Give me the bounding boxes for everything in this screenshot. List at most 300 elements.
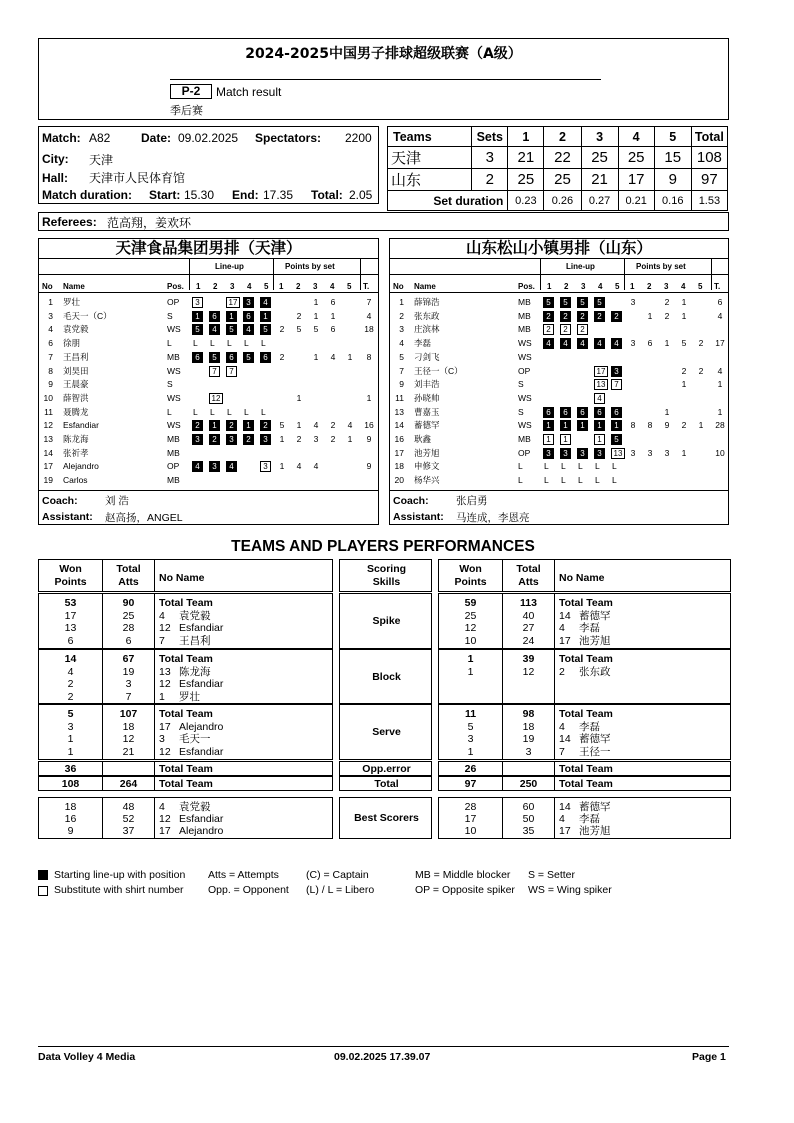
player-row: [390, 310, 728, 324]
perf-best-skill: [339, 797, 432, 839]
legend: [38, 869, 738, 903]
set-points: 3: [630, 297, 636, 307]
player-position: WS: [167, 324, 181, 335]
won-points: 16: [64, 813, 77, 825]
set-points: [662, 460, 672, 474]
starting-position: 5: [560, 297, 571, 308]
player-row: [390, 392, 728, 406]
libero-mark: L: [227, 338, 232, 349]
player-name: 王径一（C）: [414, 365, 463, 376]
set-points: [345, 447, 355, 461]
col-total: T.: [714, 282, 721, 291]
set-points: [679, 351, 689, 365]
total-team-label: Total Team: [559, 708, 613, 720]
total-points: 4: [717, 365, 723, 376]
skill-name: Opp.error: [362, 763, 411, 775]
footer-timestamp: 09.02.2025 17.39.07: [334, 1051, 431, 1063]
player-name: 毛天一: [179, 733, 211, 746]
set-points: [328, 447, 338, 461]
set-points: [311, 447, 321, 461]
set-duration-row: [388, 191, 728, 211]
player-number: 18: [394, 461, 404, 472]
team-panel-away: [389, 238, 729, 525]
set-points: 1: [330, 310, 336, 321]
starting-position: 5: [243, 352, 254, 363]
starting-position: 6: [560, 407, 571, 418]
substitute-number: 7: [611, 379, 622, 390]
won-points: 17: [464, 813, 477, 825]
set-points: 3: [664, 447, 670, 458]
set5-header: 5: [654, 127, 691, 147]
lineup-label: Line-up: [215, 262, 244, 271]
set-points: [294, 406, 304, 420]
total-team-label: Total Team: [159, 653, 213, 665]
set-score: 25: [544, 169, 581, 191]
player-number: 9: [48, 379, 53, 390]
player-row: [390, 460, 728, 474]
set-points: 1: [347, 434, 353, 444]
divider: [624, 258, 625, 290]
substitute-number: 7: [226, 366, 237, 377]
total-atts: 250: [519, 778, 538, 790]
no-name-header: No Name: [559, 572, 605, 584]
set-duration: 0.21: [618, 191, 654, 211]
set-points: [696, 433, 706, 447]
player-number: 17: [159, 720, 171, 733]
won-points: 11: [464, 708, 477, 720]
col-set: 3: [581, 282, 586, 291]
player-position: WS: [167, 392, 181, 403]
perf-total-l: [38, 776, 333, 791]
player-name: 毛天一（C）: [63, 310, 112, 321]
libero-mark: L: [561, 461, 566, 472]
player-name: 蓄德罕: [579, 801, 611, 813]
set-points: 9: [664, 420, 670, 431]
substitute-number: 7: [209, 366, 220, 377]
player-position: OP: [518, 447, 531, 458]
player-number: 7: [559, 746, 565, 759]
won-points: 5: [467, 720, 474, 733]
player-name: 王晨豪: [63, 379, 89, 390]
total-points: 1: [717, 406, 723, 417]
won-points: 2: [67, 691, 74, 704]
libero-mark: L: [544, 475, 549, 486]
set-points: 1: [681, 379, 687, 390]
set-points: [645, 460, 655, 474]
set-points: [696, 351, 706, 365]
player-name: Alejandro: [63, 461, 99, 472]
match-date: 09.02.2025: [178, 131, 239, 145]
col-name: Name: [63, 282, 85, 291]
starting-position: 2: [611, 311, 622, 322]
total-points: [361, 337, 377, 351]
set-points: [277, 337, 287, 351]
perf-group-r: [438, 704, 731, 760]
total-points: 16: [364, 420, 374, 431]
set-points: [696, 323, 706, 337]
points-by-set-label: Points by set: [636, 262, 686, 271]
perf-group-l: [38, 649, 333, 704]
substitute-number: 3: [192, 297, 203, 308]
divider: [154, 798, 155, 838]
libero-mark: L: [578, 461, 583, 472]
set-points: [628, 365, 638, 379]
set-points: [628, 323, 638, 337]
libero-mark: L: [210, 338, 215, 349]
set-points: [345, 474, 355, 488]
player-position: MB: [518, 434, 531, 444]
player-name: 李磊: [579, 622, 600, 635]
set-points: 3: [647, 447, 653, 458]
assistant-label: Assistant:: [42, 511, 93, 523]
player-row: [39, 365, 378, 379]
starting-position: 2: [594, 311, 605, 322]
set-points: 2: [664, 297, 670, 307]
coach-name: 刘 浩: [105, 495, 129, 507]
team-panel-home: [38, 238, 379, 525]
set-score: 25: [618, 147, 654, 169]
won-points: 97: [464, 778, 477, 790]
player-number: 1: [48, 297, 53, 307]
total-atts: 113: [520, 597, 537, 609]
set-points: [696, 474, 706, 488]
player-name: 耿鑫: [414, 434, 432, 444]
player-row: [39, 460, 378, 474]
starting-position: 2: [543, 311, 554, 322]
set-points: 2: [279, 351, 285, 362]
legend-atts: Atts = Attempts: [208, 869, 279, 881]
total-points: 6: [717, 297, 723, 307]
won-points: 28: [464, 801, 477, 813]
starting-position: 1: [577, 420, 588, 431]
set-points: [328, 378, 338, 392]
assistant-names: 马连成，李恩亮: [456, 512, 530, 524]
col-set: 1: [547, 282, 552, 291]
player-name: 罗壮: [63, 297, 81, 307]
won-points: 5: [67, 708, 74, 720]
total-atts: 48: [122, 801, 135, 813]
player-name: Esfandiar: [179, 746, 224, 759]
starting-position: 2: [243, 434, 254, 445]
won-points: 25: [464, 609, 477, 622]
libero-mark: L: [595, 475, 600, 486]
points-by-set-label: Points by set: [285, 262, 335, 271]
divider: [154, 705, 155, 759]
won-points: 1: [467, 653, 474, 665]
set-points: 1: [347, 351, 353, 362]
col-name: Name: [414, 282, 436, 291]
player-name: 王径一: [579, 746, 611, 759]
set-points: 6: [647, 338, 653, 349]
player-position: WS: [518, 420, 532, 431]
set-points: [645, 351, 655, 365]
player-name: 庄滨林: [414, 324, 440, 335]
starting-position: 3: [560, 448, 571, 459]
legend-s: S = Setter: [528, 869, 575, 881]
set-points: [696, 310, 706, 324]
legend-libero: (L) / L = Libero: [306, 884, 375, 896]
libero-mark: L: [612, 475, 617, 486]
player-name: 蓄德罕: [579, 733, 611, 746]
won-points: 1: [467, 665, 474, 678]
player-name: Alejandro: [179, 720, 224, 733]
starting-position: 2: [226, 420, 237, 431]
assistant-names: 赵高扬，ANGEL: [105, 512, 183, 524]
perf-group-r: [438, 649, 731, 704]
perf-opp-r: [438, 761, 731, 776]
player-row: [390, 447, 728, 461]
total-atts: 35: [522, 825, 535, 837]
player-number: 13: [394, 406, 404, 417]
player-name: 陈龙海: [179, 665, 211, 678]
starting-position: 6: [611, 407, 622, 418]
set-points: [294, 474, 304, 488]
date-label: Date:: [141, 131, 172, 145]
player-name: Esfandiar: [179, 678, 224, 691]
divider: [39, 258, 378, 259]
set-points: 2: [681, 420, 687, 431]
player-position: L: [518, 461, 523, 472]
col-total: T.: [363, 282, 370, 291]
total-team-label: Total Team: [159, 763, 213, 775]
player-position: MB: [518, 297, 531, 307]
libero-mark: L: [578, 475, 583, 486]
set-points: [277, 392, 287, 406]
substitute-number: 1: [560, 434, 571, 445]
total-points: 17: [715, 338, 725, 349]
substitute-number: 2: [543, 324, 554, 335]
player-row: [39, 392, 378, 406]
duration-label: Match duration:: [42, 188, 132, 202]
player-row: [390, 351, 728, 365]
player-number: 8: [48, 365, 53, 376]
player-name: 李磊: [414, 338, 432, 349]
perf-header-l: [38, 559, 333, 592]
set-points: [294, 351, 304, 365]
player-number: 17: [394, 447, 404, 458]
set-points: [328, 365, 338, 379]
divider: [273, 258, 274, 290]
perf-best-l: [38, 797, 333, 839]
divider: [154, 762, 155, 775]
match-label: Match:: [42, 131, 81, 145]
total-atts: 27: [522, 622, 535, 635]
perf-total-skill: [339, 776, 432, 791]
starting-position: 3: [260, 434, 271, 445]
set-points: [328, 474, 338, 488]
set-points: [294, 337, 304, 351]
total-atts: 7: [125, 691, 132, 704]
player-row: [39, 419, 378, 433]
player-row: [39, 447, 378, 461]
set-duration-label: Set duration: [388, 191, 508, 211]
divider: [390, 292, 728, 293]
set-points: [311, 392, 321, 406]
set-points: 4: [330, 351, 336, 362]
player-name: 陈龙海: [63, 434, 89, 444]
set-points: [679, 460, 689, 474]
total-atts-header: Total Atts: [116, 563, 141, 588]
score-row-away: [388, 169, 728, 191]
legend-start: Starting line-up with position: [54, 869, 186, 881]
total-points: 8: [366, 351, 372, 362]
set-points: [345, 310, 355, 324]
set-points: [345, 406, 355, 420]
starting-position: 5: [226, 324, 237, 335]
set-points: 2: [698, 338, 704, 349]
total-points: [361, 378, 377, 392]
player-number: 4: [159, 609, 165, 622]
perf-skill: [339, 649, 432, 704]
set-points: [662, 378, 672, 392]
player-number: 12: [43, 420, 53, 431]
substitute-icon: [38, 886, 48, 896]
total-team-label: Total Team: [159, 778, 213, 790]
set-points: [277, 365, 287, 379]
set-points: 5: [279, 420, 285, 431]
libero-mark: L: [193, 338, 198, 349]
legend-opp: Opp. = Opponent: [208, 884, 289, 896]
player-row: [390, 323, 728, 337]
set-points: 1: [698, 420, 704, 431]
score-row-home: [388, 147, 728, 169]
team-name: 山东松山小镇男排（山东）: [465, 239, 652, 257]
starting-position: 4: [543, 338, 554, 349]
player-row: [39, 406, 378, 420]
total-atts: 28: [122, 622, 135, 635]
set-points: [345, 378, 355, 392]
set-points: [645, 378, 655, 392]
player-position: WS: [518, 338, 532, 349]
libero-mark: L: [561, 475, 566, 486]
set-points: 2: [664, 310, 670, 321]
divider: [540, 258, 541, 290]
substitute-number: 4: [594, 393, 605, 404]
footer-divider: [38, 1046, 729, 1047]
perf-header-r: [438, 559, 731, 592]
player-name: 张东政: [414, 310, 440, 321]
player-position: WS: [518, 392, 532, 403]
starting-position: 5: [594, 297, 605, 308]
player-number: 11: [44, 406, 53, 417]
player-name: 徐朋: [63, 338, 81, 349]
report-type: Match result: [216, 85, 282, 99]
player-name: 刘昊田: [63, 365, 89, 376]
scoring-skills-header: Scoring Skills: [366, 563, 407, 588]
skill-name: Total: [374, 778, 399, 790]
total-atts: 6: [125, 635, 132, 648]
set-points: [345, 460, 355, 474]
col-set: 3: [313, 282, 318, 291]
set-score: 9: [654, 169, 691, 191]
set-points: [679, 392, 689, 406]
player-number: 7: [159, 635, 165, 648]
starting-position: 1: [594, 420, 605, 431]
starting-position: 6: [260, 352, 271, 363]
player-number: 11: [395, 392, 404, 403]
starting-position: 3: [192, 434, 203, 445]
col-set: 2: [296, 282, 301, 291]
won-points: 53: [64, 597, 77, 609]
set-points: [277, 406, 287, 420]
team-name: 天津: [388, 147, 472, 169]
set-points: [294, 365, 304, 379]
header-box: [38, 38, 729, 120]
player-name: 袁党毅: [179, 609, 211, 622]
set-points: 1: [664, 338, 670, 349]
player-row: [390, 378, 728, 392]
libero-mark: L: [193, 406, 198, 417]
won-points-header: Won Points: [54, 563, 87, 588]
performances-title: TEAMS AND PLAYERS PERFORMANCES: [231, 538, 535, 555]
player-name: Esfandiar: [179, 813, 224, 825]
col-set: 2: [213, 282, 218, 291]
set-points: 1: [313, 297, 319, 307]
set-score: 21: [581, 169, 618, 191]
player-row: [39, 296, 378, 310]
player-number: 14: [559, 609, 571, 622]
player-row: [390, 419, 728, 433]
total-atts: 52: [122, 813, 135, 825]
set-score: 17: [618, 169, 654, 191]
referees-names: 范高翔，姜欢环: [107, 216, 192, 230]
set-duration: 0.23: [508, 191, 544, 211]
divider: [154, 650, 155, 703]
starting-position: 5: [209, 352, 220, 363]
total-atts: 40: [522, 609, 535, 622]
libero-mark: L: [612, 461, 617, 472]
set1-header: 1: [508, 127, 544, 147]
starting-position: 3: [243, 297, 254, 308]
set-duration: 0.26: [544, 191, 581, 211]
total-atts: 98: [522, 708, 535, 720]
libero-mark: L: [261, 406, 266, 417]
player-number: 14: [394, 420, 404, 431]
start-label: Start:: [149, 188, 181, 202]
set-points: [345, 337, 355, 351]
teams-header: Teams: [388, 127, 472, 147]
total-atts: 39: [522, 653, 535, 665]
sets-won: 3: [472, 147, 508, 169]
set-points: 2: [330, 434, 336, 444]
no-name-header: No Name: [159, 572, 205, 584]
hall-value: 天津市人民体育馆: [89, 171, 186, 185]
total-atts: 18: [122, 720, 135, 733]
set-points: [328, 392, 338, 406]
divider: [189, 258, 190, 290]
won-points: 10: [464, 825, 477, 837]
player-name: 薛锦浩: [414, 297, 440, 307]
player-number: 7: [399, 365, 404, 376]
set-points: [645, 406, 655, 420]
player-name: 王昌利: [63, 351, 89, 362]
starting-position: 4: [594, 338, 605, 349]
player-number: 12: [159, 622, 171, 635]
skill-name: Serve: [372, 726, 401, 738]
starting-position: 1: [611, 420, 622, 431]
total-points: 9: [366, 461, 372, 472]
total-points: 10: [715, 447, 725, 458]
starting-position: 1: [260, 311, 271, 322]
player-name: Alejandro: [179, 825, 224, 837]
starting-position: 1: [226, 311, 237, 322]
player-number: 13: [159, 665, 171, 678]
won-points: 13: [64, 622, 77, 635]
player-name: 蓄德罕: [414, 420, 440, 431]
starting-position: 1: [243, 420, 254, 431]
set3-header: 3: [581, 127, 618, 147]
set-points: [662, 351, 672, 365]
